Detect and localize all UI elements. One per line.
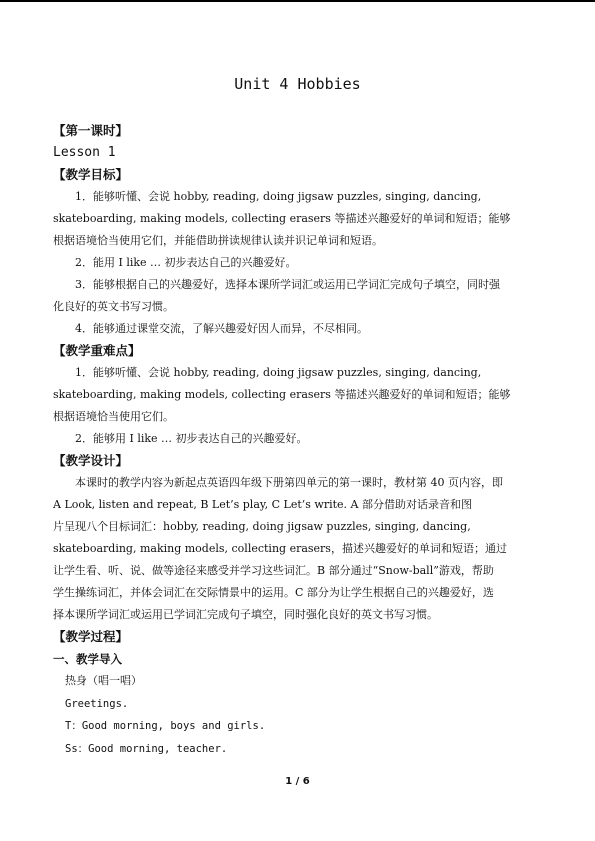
process-line: Greetings. bbox=[65, 697, 129, 710]
text-line: skateboarding, making models, collecting erasers，描述兴趣爱好的单词和短语；通过 bbox=[53, 542, 507, 555]
text-line: 2．能用 I like … 初步表达自己的兴趣爱好。 bbox=[75, 256, 297, 269]
goal-paragraph-3 bbox=[53, 274, 571, 318]
text-line: 根据语境恰当使用它们，并能借助拼读规律认读并识记单词和短语。 bbox=[53, 234, 383, 247]
text-line: 让学生看、听、说、做等途径来感受并学习这些词汇。B 部分通过“Snow-ball”游戏，帮助 bbox=[53, 564, 494, 577]
text-line: A Look, listen and repeat, B Let’s play, C Let’s write. A 部分借助对话录音和图 bbox=[53, 498, 472, 511]
text-line: 化良好的英文书写习惯。 bbox=[53, 300, 174, 313]
text-line: 根据语境恰当使用它们。 bbox=[53, 410, 174, 423]
document-body bbox=[53, 120, 571, 760]
text-line: 2．能够用 I like … 初步表达自己的兴趣爱好。 bbox=[75, 432, 308, 445]
process-lines bbox=[53, 670, 571, 760]
section-heading-lesson1: 【第一课时】 bbox=[53, 123, 129, 138]
section-heading-goals: 【教学目标】 bbox=[53, 167, 129, 182]
top-rule bbox=[0, 0, 595, 2]
design-paragraph bbox=[53, 472, 571, 626]
goal-paragraph-4 bbox=[53, 318, 571, 340]
text-line: 1．能够听懂、会说 hobby, reading, doing jigsaw puzzles, singing, dancing, bbox=[75, 190, 482, 203]
text-line: 1．能够听懂、会说 hobby, reading, doing jigsaw puzzles, singing, dancing, bbox=[75, 366, 482, 379]
section-heading-process: 【教学过程】 bbox=[53, 629, 129, 644]
text-line: 学生操练词汇，并体会词汇在交际情景中的运用。C 部分为让学生根据自己的兴趣爱好，选 bbox=[53, 586, 494, 599]
text-line: 3．能够根据自己的兴趣爱好，选择本课所学词汇或运用已学词汇完成句子填空，同时强 bbox=[75, 278, 500, 291]
process-line: T：Good morning, boys and girls. bbox=[65, 720, 266, 732]
section-heading-design: 【教学设计】 bbox=[53, 453, 129, 468]
goal-paragraph-2 bbox=[53, 252, 571, 274]
section-heading-key-points: 【教学重难点】 bbox=[53, 343, 141, 358]
text-line: 4．能够通过课堂交流，了解兴趣爱好因人而异，不尽相同。 bbox=[75, 322, 368, 335]
subsection-heading-intro: 一、教学导入 bbox=[53, 652, 122, 666]
lesson-label: Lesson 1 bbox=[53, 145, 116, 160]
text-line: skateboarding, making models, collecting erasers 等描述兴趣爱好的单词和短语；能够 bbox=[53, 388, 511, 401]
text-line: skateboarding, making models, collecting erasers 等描述兴趣爱好的单词和短语；能够 bbox=[53, 212, 511, 225]
text-line: 片呈现八个目标词汇：hobby, reading, doing jigsaw puzzles, singing, dancing, bbox=[53, 520, 471, 533]
goal-paragraph-1 bbox=[53, 186, 571, 252]
text-line: 本课时的教学内容为新起点英语四年级下册第四单元的第一课时，教材第 40 页内容，即 bbox=[75, 476, 503, 489]
key-point-paragraph-2 bbox=[53, 428, 571, 450]
process-line: Ss：Good morning, teacher. bbox=[65, 742, 228, 755]
process-line: 热身（唱一唱） bbox=[65, 674, 142, 687]
page-title: Unit 4 Hobbies bbox=[234, 75, 361, 93]
page-number: 1 / 6 bbox=[285, 776, 310, 787]
key-point-paragraph-1 bbox=[53, 362, 571, 428]
text-line: 择本课所学词汇或运用已学词汇完成句子填空，同时强化良好的英文书写习惯。 bbox=[53, 608, 438, 621]
